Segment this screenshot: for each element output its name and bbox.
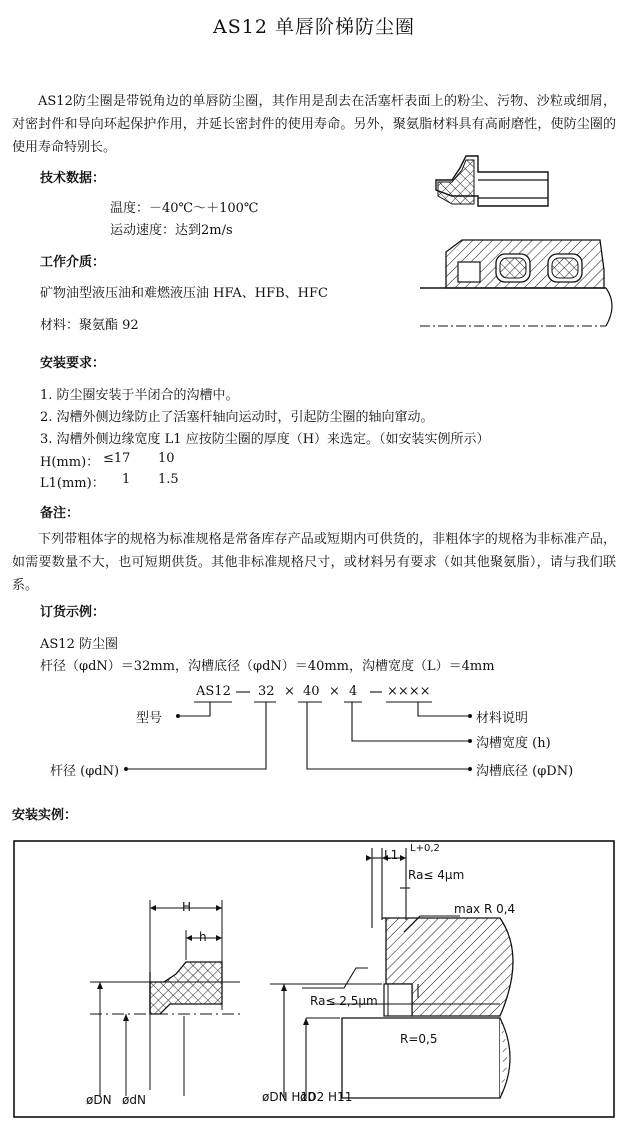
- dim-L1: L1: [384, 848, 399, 862]
- h-value: ≤17: [103, 451, 131, 466]
- temperature-text: 温度：－40℃～＋100℃: [110, 201, 259, 216]
- tech-heading: 技术数据：: [40, 171, 106, 186]
- code-series: AS12: [196, 684, 231, 699]
- dim-dN: ødN: [122, 1093, 146, 1107]
- code-material: ××××: [387, 684, 431, 699]
- dim-L02: L+0,2: [410, 843, 440, 854]
- label-material-note: 材料说明: [476, 711, 529, 726]
- label-rod: 杆径 (φdN): [50, 764, 120, 779]
- order-spec: 杆径（φdN）＝32mm，沟槽底径（φdN）＝40mm，沟槽宽度（L）＝4mm: [40, 659, 495, 674]
- order-heading: 订货示例：: [40, 605, 106, 620]
- page-title: AS12 单唇阶梯防尘圈: [213, 16, 415, 38]
- dim-DN-H10: øDN H10: [262, 1090, 316, 1104]
- label-groove-dia: 沟槽底径 (φDN): [476, 764, 574, 779]
- order-product: AS12 防尘圈: [40, 637, 118, 652]
- dim-h: h: [199, 930, 207, 944]
- l-value: 1.5: [158, 472, 179, 487]
- code-sep: ×: [329, 684, 340, 699]
- install-item: 1. 防尘圈安装于半闭合的沟槽中。: [40, 388, 239, 403]
- code-rod: 32: [258, 684, 275, 699]
- install-item: 2. 沟槽外侧边缘防止了活塞杆轴向运动时，引起防尘圈的轴向窜动。: [40, 410, 434, 425]
- code-groove-dia: 40: [303, 684, 320, 699]
- h-value: 10: [158, 451, 175, 466]
- dim-D2-H11: øD2 H11: [300, 1090, 353, 1104]
- h-label: H(mm)：: [40, 455, 100, 470]
- radius-05: R=0,5: [400, 1032, 438, 1046]
- code-width: 4: [349, 684, 358, 699]
- intro-paragraph: AS12防尘圈是带锐角边的单唇防尘圈，其作用是刮去在活塞杆表面上的粉尘、污物、沙粒或细屑，对密封件和导向环起保护作用，并延长密封件的使用寿命。另外，聚氨脂材料具有高耐磨性，使防尘圈的使用寿命特别长。: [12, 94, 616, 155]
- notes-heading: 备注：: [40, 506, 80, 521]
- media-heading: 工作介质：: [40, 255, 106, 270]
- l-value: 1: [122, 472, 131, 487]
- dim-DN: øDN: [86, 1093, 112, 1107]
- dim-H: H: [182, 900, 192, 914]
- label-model: 型号: [136, 711, 163, 726]
- l-label: L1(mm)：: [40, 476, 105, 491]
- notes-paragraph: 下列带粗体字的规格为标准规格是常备库存产品或短期内可供货的，非粗体字的规格为非标准产品，如需要数量不大，也可短期供货。其他非标准规格尺寸，或材料另有要求（如其他聚氨脂），请与我们联系。: [12, 532, 616, 593]
- install-item: 3. 沟槽外侧边缘宽度 L1 应按防尘圈的厚度（H）来选定。（如安装实例所示）: [40, 432, 490, 447]
- ra25: Ra≤ 2,5μm: [310, 994, 378, 1008]
- label-groove-width: 沟槽宽度 (h): [476, 736, 551, 751]
- material-text: 材料：聚氨酯 92: [40, 318, 139, 333]
- speed-text: 运动速度：达到2m/s: [110, 223, 233, 238]
- example-heading: 安装实例：: [12, 808, 78, 823]
- media-text: 矿物油型液压油和难燃液压油 HFA、HFB、HFC: [40, 286, 328, 301]
- install-heading: 安装要求：: [40, 356, 106, 371]
- code-sep: ×: [284, 684, 295, 699]
- max-radius: max R 0,4: [454, 902, 516, 916]
- ra4: Ra≤ 4μm: [408, 868, 465, 882]
